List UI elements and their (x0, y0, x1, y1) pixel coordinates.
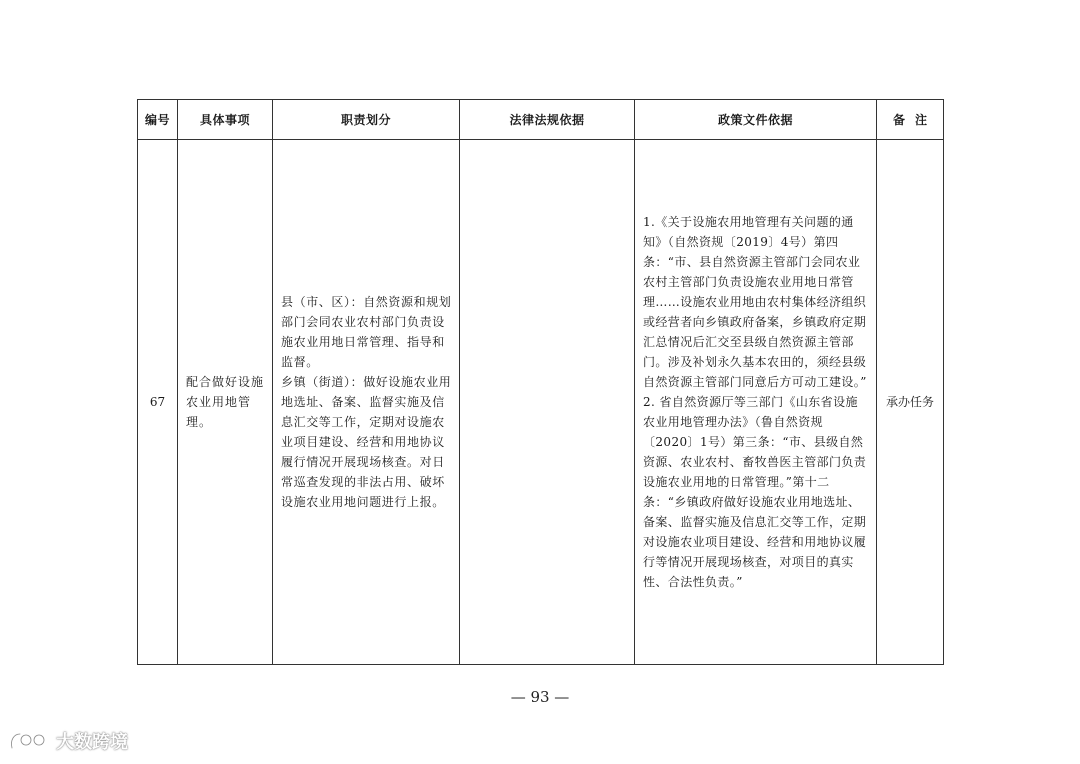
cell-policy (635, 140, 877, 665)
header-note: 备注 (877, 100, 944, 140)
header-number: 编号 (138, 100, 178, 140)
duty-county: 县（市、区）：自然资源和规划部门会同农业农村部门负责设施农业用地日常管理、指导和监督。 (281, 295, 452, 369)
cell-law (460, 140, 635, 665)
page-number: — 93 — (510, 688, 570, 706)
header-policy: 政策文件依据 (635, 100, 877, 140)
policy-table (137, 99, 944, 665)
policy-item-2: 2. 省自然资源厅等三部门《山东省设施农业用地管理办法》（鲁自然资规〔2020〕1号）第三条：“市、县级自然资源、农业农村、畜牧兽医主管部门负责设施农业用地的日常管理。”第十二条：“乡镇政府做好设施农业用地选址、备案、监督实施及信息汇交等工作，定期对设施农业项目建设、经营和用地协议履行等情况开展现场核查，对项目的真实性、合法性负责。” (643, 395, 867, 589)
duty-township: 乡镇（街道）：做好设施农业用地选址、备案、监督实施及信息汇交等工作，定期对设施农业项目建设、经营和用地协议履行情况开展现场核查。对日常巡查发现的非法占用、破坏设施农业用地问题进行上报。 (281, 375, 452, 509)
policy-item-1: 1.《关于设施农用地管理有关问题的通知》（自然资规〔2019〕4号）第四条：“市、县自然资源主管部门会同农业农村主管部门负责设施农业用地日常管理……设施农业用地由农村集体经济组织或经营者向乡镇政府备案，乡镇政府定期汇总情况后汇交至县级自然资源主管部门。涉及补划永久基本农田的，须经县级自然资源主管部门同意后方可动工建设。” (643, 215, 867, 389)
header-duty: 职责划分 (273, 100, 460, 140)
cell-duty (273, 140, 460, 665)
table-header-row (138, 100, 944, 140)
cell-number: 67 (138, 140, 178, 665)
header-law: 法律法规依据 (460, 100, 635, 140)
watermark (8, 728, 128, 754)
watermark-text: 大数跨境 (56, 732, 128, 753)
brand-logo-icon (8, 728, 52, 754)
cell-item: 配合做好设施农业用地管理。 (178, 140, 273, 665)
header-item: 具体事项 (178, 100, 273, 140)
cell-note: 承办任务 (877, 140, 944, 665)
table-row (138, 140, 944, 665)
